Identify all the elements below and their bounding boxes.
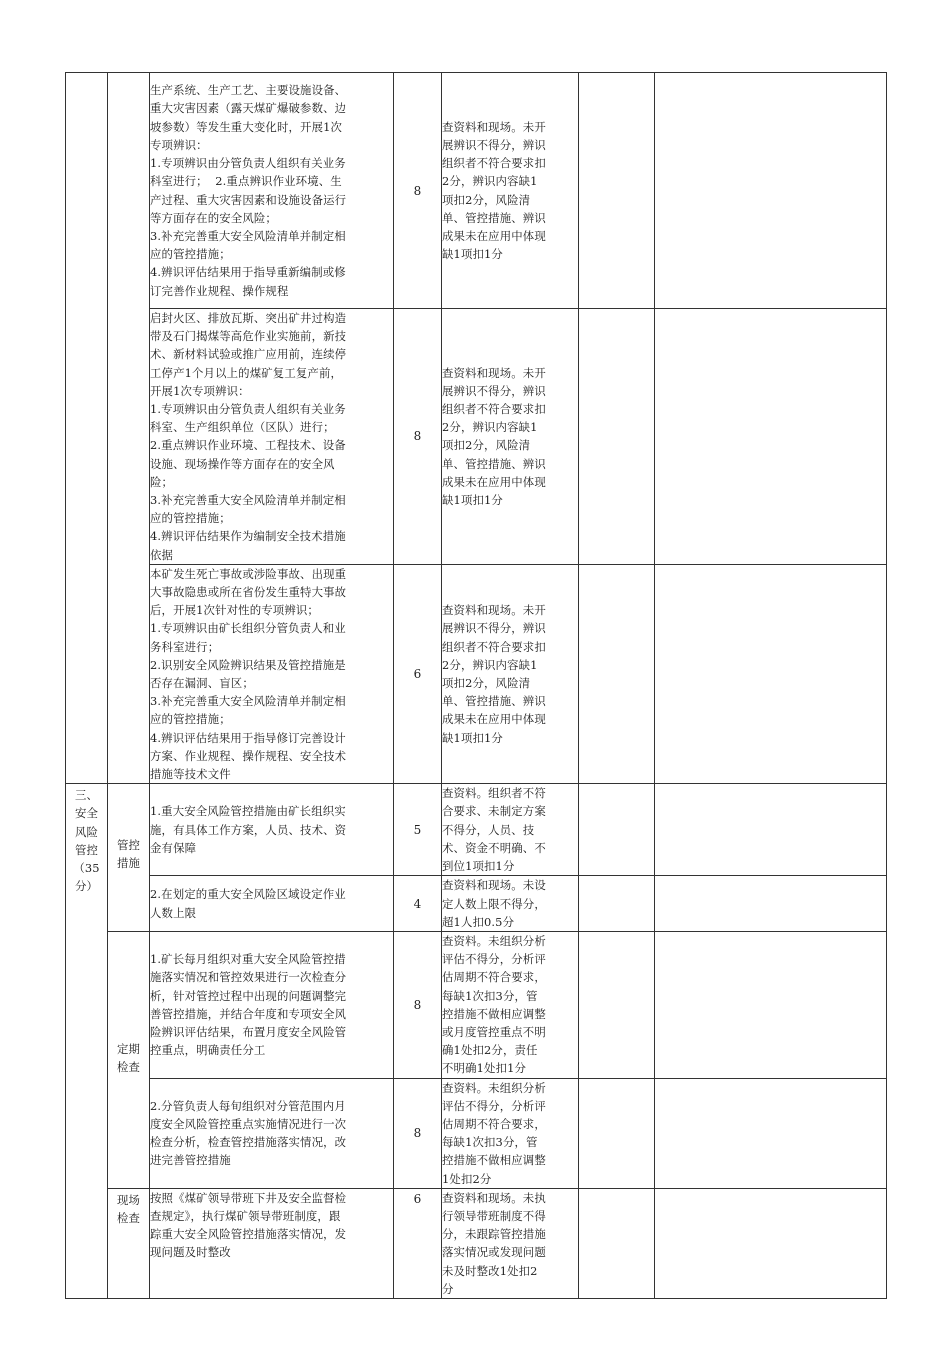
actual-score-cell (579, 1078, 655, 1188)
remarks-cell (655, 1188, 887, 1298)
standard-content: 按照《煤矿领导带班下井及安全监督检 查规定》，执行煤矿领导带班制度，跟 踪重大安全风险管控措施落实情况，发 现问题及时整改 (150, 1188, 394, 1298)
score-value: 6 (394, 1188, 442, 1298)
standard-content: 2.分管负责人每旬组织对分管范围内月 度安全风险管控重点实施情况进行一次 检查分析，检查管控措施落实情况，改 进完善管控措施 (150, 1078, 394, 1188)
scoring-table (65, 72, 887, 1299)
score-value: 6 (394, 564, 442, 783)
standard-content: 1.矿长每月组织对重大安全风险管控措 施落实情况和管控效果进行一次检查分 析，针对管控过程中出现的问题调整完 善管控措施，并结合年度和专项安全风 险辨识评估结果，布置月度安全风险管 控重点，明确责任分工 (150, 931, 394, 1078)
subcategory-control-measures: 管控 措施 (108, 784, 150, 932)
remarks-cell (655, 876, 887, 932)
score-value: 8 (394, 73, 442, 309)
standard-content: 启封火区、排放瓦斯、突出矿井过构造 带及石门揭煤等高危作业实施前，新技 术、新材料试验或推广应用前，连续停 工停产1个月以上的煤矿复工复产前， 开展1次专项辨识： 1.专项辨识由分管负责人组织有关业务 科室、生产组织单位（区队）进行； 2.重点辨识作业环境、工程技术、设备 设施、现场操作等方面存在的安全风 险； 3.补充完善重大安全风险清单并制定相 应的管控措施； 4.辨识评估结果作为编制安全技术措施 依据 (150, 309, 394, 565)
table-row (66, 876, 887, 932)
scoring-method: 查资料和现场。未执 行领导带班制度不得 分，未跟踪管控措施 落实情况或发现问题 未及时整改1处扣2 分 (442, 1188, 579, 1298)
scoring-method: 查资料和现场。未设 定人数上限不得分， 超1人扣0.5分 (442, 876, 579, 932)
actual-score-cell (579, 73, 655, 309)
subcategory-site-inspection: 现场 检查 (108, 1188, 150, 1298)
scoring-method: 查资料。未组织分析 评估不得分，分析评 估周期不符合要求， 每缺1次扣3分，管 控措施不做相应调整 或月度管控重点不明 确1处扣2分，责任 不明确1处扣1分 (442, 931, 579, 1078)
scoring-method: 查资料。组织者不符 合要求、未制定方案 不得分，人员、技 术、资金不明确、不 到位1项扣1分 (442, 784, 579, 876)
scoring-method: 查资料和现场。未开 展辨识不得分，辨识 组织者不符合要求扣 2分，辨识内容缺1 项扣2分，风险清 单、管控措施、辨识 成果未在应用中体现 缺1项扣1分 (442, 73, 579, 309)
score-value: 4 (394, 876, 442, 932)
scoring-method: 查资料和现场。未开 展辨识不得分，辨识 组织者不符合要求扣 2分，辨识内容缺1 项扣2分，风险清 单、管控措施、辨识 成果未在应用中体现 缺1项扣1分 (442, 309, 579, 565)
table-row (66, 564, 887, 783)
remarks-cell (655, 73, 887, 309)
scoring-method: 查资料。未组织分析 评估不得分，分析评 估周期不符合要求， 每缺1次扣3分，管 控措施不做相应调整 1处扣2分 (442, 1078, 579, 1188)
actual-score-cell (579, 564, 655, 783)
section-category: 三、 安全 风险 管控 （35 分） (66, 784, 108, 1299)
table-row (66, 931, 887, 1078)
score-value: 5 (394, 784, 442, 876)
actual-score-cell (579, 931, 655, 1078)
category-cell (66, 73, 108, 784)
standard-content: 本矿发生死亡事故或涉险事故、出现重 大事故隐患或所在省份发生重特大事故 后，开展1次针对性的专项辨识； 1.专项辨识由矿长组织分管负责人和业 务科室进行； 2.识别安全风险辨识结果及管控措施是 否存在漏洞、盲区； 3.补充完善重大安全风险清单并制定相 应的管控措施； 4.辨识评估结果用于指导修订完善设计 方案、作业规程、操作规程、安全技术 措施等技术文件 (150, 564, 394, 783)
score-value: 8 (394, 931, 442, 1078)
standard-content: 2.在划定的重大安全风险区域设定作业 人数上限 (150, 876, 394, 932)
actual-score-cell (579, 876, 655, 932)
remarks-cell (655, 1078, 887, 1188)
remarks-cell (655, 931, 887, 1078)
actual-score-cell (579, 784, 655, 876)
table-row (66, 309, 887, 565)
table-row (66, 784, 887, 876)
remarks-cell (655, 784, 887, 876)
remarks-cell (655, 564, 887, 783)
subcategory-periodic-inspection: 定期 检查 (108, 931, 150, 1188)
table-row (66, 1078, 887, 1188)
remarks-cell (655, 309, 887, 565)
actual-score-cell (579, 1188, 655, 1298)
score-value: 8 (394, 1078, 442, 1188)
standard-content: 生产系统、生产工艺、主要设施设备、 重大灾害因素（露天煤矿爆破参数、边 坡参数）等发生重大变化时，开展1次 专项辨识： 1.专项辨识由分管负责人组织有关业务 科室进行； 2.重点辨识作业环境、生 产过程、重大灾害因素和设施设备运行 等方面存在的安全风险； 3.补充完善重大安全风险清单并制定相 应的管控措施； 4.辨识评估结果用于指导重新编制或修 订完善作业规程、操作规程 (150, 73, 394, 309)
score-value: 8 (394, 309, 442, 565)
table-row (66, 73, 887, 309)
subcategory-cell (108, 73, 150, 784)
scoring-method: 查资料和现场。未开 展辨识不得分，辨识 组织者不符合要求扣 2分，辨识内容缺1 项扣2分，风险清 单、管控措施、辨识 成果未在应用中体现 缺1项扣1分 (442, 564, 579, 783)
actual-score-cell (579, 309, 655, 565)
standard-content: 1.重大安全风险管控措施由矿长组织实 施，有具体工作方案，人员、技术、资 金有保障 (150, 784, 394, 876)
table-row (66, 1188, 887, 1298)
